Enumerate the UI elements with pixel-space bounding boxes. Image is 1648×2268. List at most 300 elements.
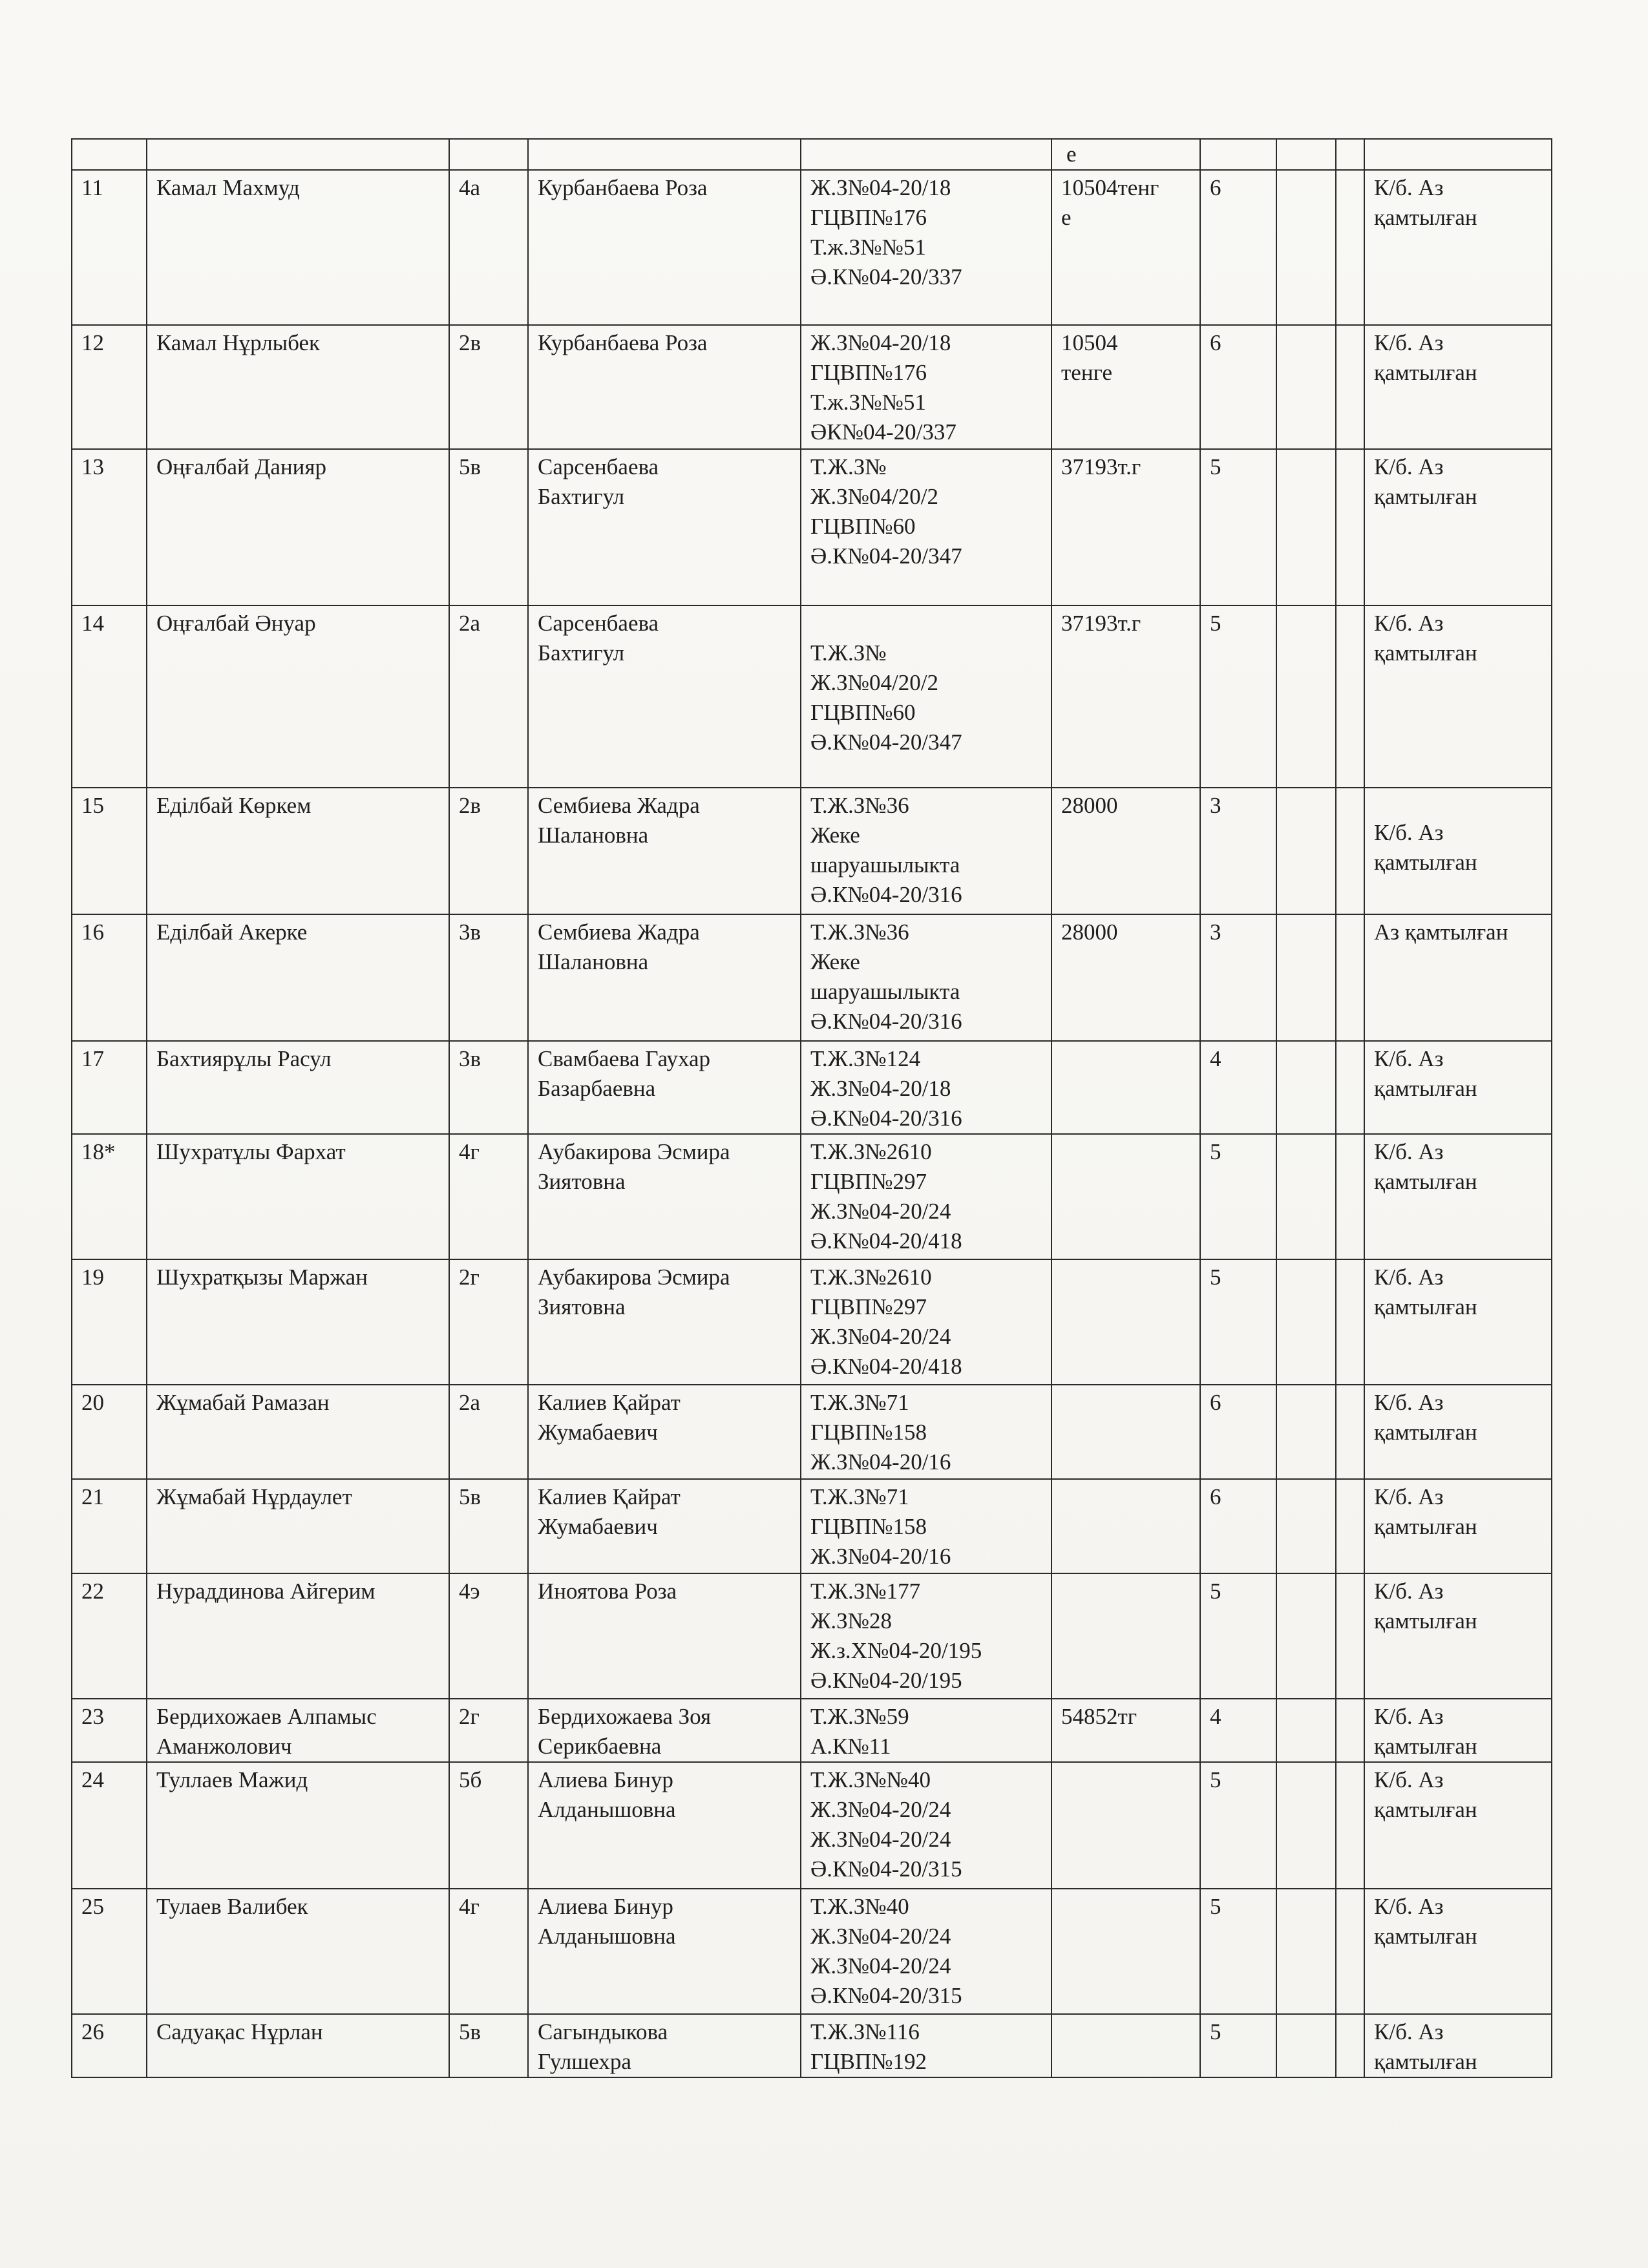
grade-cell: 4г bbox=[449, 1134, 528, 1259]
cell bbox=[528, 139, 801, 170]
guardian-name-line: Серикбаевна bbox=[538, 1734, 662, 1759]
family-members-cell: 5 bbox=[1200, 1259, 1276, 1385]
family-members-cell: 3 bbox=[1200, 788, 1276, 914]
empty-cell-cell bbox=[1276, 914, 1336, 1041]
grade-cell: 5в bbox=[449, 2014, 528, 2077]
student-name-cell bbox=[147, 170, 449, 325]
status-cell bbox=[1364, 605, 1552, 788]
documents-line: ГЦВП№176 bbox=[810, 205, 927, 230]
empty-cell-cell bbox=[1276, 1041, 1336, 1134]
status-line: К/б. Аз bbox=[1374, 1139, 1444, 1164]
table-row bbox=[72, 914, 1552, 1041]
empty-cell-cell bbox=[1336, 1385, 1364, 1479]
guardian-name-cell bbox=[528, 1134, 801, 1259]
empty-cell-cell bbox=[1336, 325, 1364, 449]
documents-line: Ә.К№04-20/347 bbox=[810, 543, 962, 569]
table-row bbox=[72, 605, 1552, 788]
guardian-name-line: Сарсенбаева bbox=[538, 454, 659, 479]
status-line: қамтылған bbox=[1374, 1420, 1477, 1445]
empty-cell-cell bbox=[1336, 2014, 1364, 2077]
student-name-line: Жұмабай Нұрдаулет bbox=[156, 1484, 352, 1509]
student-name-line: Еділбай Көркем bbox=[156, 793, 312, 818]
documents-line: ГЦВП№158 bbox=[810, 1420, 927, 1445]
status-cell bbox=[1364, 1041, 1552, 1134]
income-line bbox=[1061, 1044, 1193, 1074]
documents-cell bbox=[801, 1134, 1051, 1259]
status-cell bbox=[1364, 1259, 1552, 1385]
grade-cell: 4э bbox=[449, 1573, 528, 1699]
family-members-cell: 4 bbox=[1200, 1699, 1276, 1762]
income-line bbox=[1061, 1388, 1193, 1418]
row-number-cell: 12 bbox=[72, 325, 147, 449]
table-row bbox=[72, 1385, 1552, 1479]
grade-cell: 2а bbox=[449, 1385, 528, 1479]
cell bbox=[1336, 139, 1364, 170]
status-line: қамтылған bbox=[1374, 1734, 1477, 1759]
empty-cell-cell bbox=[1276, 1385, 1336, 1479]
income-cell bbox=[1051, 1134, 1200, 1259]
income-line: тенге bbox=[1061, 360, 1112, 385]
income-line: е bbox=[1061, 205, 1072, 230]
family-members-cell: 6 bbox=[1200, 1385, 1276, 1479]
documents-cell bbox=[801, 788, 1051, 914]
status-line: қамтылған bbox=[1374, 2049, 1477, 2074]
status-cell bbox=[1364, 1385, 1552, 1479]
family-members-cell: 5 bbox=[1200, 605, 1276, 788]
family-members-cell: 5 bbox=[1200, 1134, 1276, 1259]
documents-line: Ә.К№04-20/316 bbox=[810, 1106, 962, 1131]
income-line bbox=[1061, 1892, 1193, 1922]
guardian-name-cell bbox=[528, 605, 801, 788]
documents-line: Ә.К№04-20/418 bbox=[810, 1228, 962, 1254]
documents-line: Ж.З№04-20/18 bbox=[810, 1076, 951, 1101]
table-body bbox=[72, 139, 1552, 2077]
income-line bbox=[1061, 1765, 1193, 1795]
documents-line: Ә.К№04-20/418 bbox=[810, 1354, 962, 1379]
family-members-cell: 5 bbox=[1200, 1762, 1276, 1889]
documents-line: ГЦВП№60 bbox=[810, 514, 916, 539]
empty-cell-cell bbox=[1336, 605, 1364, 788]
status-line: Аз қамтылған bbox=[1374, 919, 1508, 945]
grade-cell: 5в bbox=[449, 449, 528, 605]
documents-line: Т.Ж.З№36 bbox=[810, 793, 909, 818]
documents-line: ГЦВП№297 bbox=[810, 1294, 927, 1319]
family-members-cell: 3 bbox=[1200, 914, 1276, 1041]
documents-line: ГЦВП№297 bbox=[810, 1169, 927, 1194]
cell bbox=[72, 139, 147, 170]
income-cell bbox=[1051, 1699, 1200, 1762]
income-line: 28000 bbox=[1061, 793, 1118, 818]
documents-line: ГЦВП№192 bbox=[810, 2049, 927, 2074]
student-name-cell bbox=[147, 605, 449, 788]
status-line: қамтылған bbox=[1374, 1924, 1477, 1949]
documents-line: Ә.К№04-20/316 bbox=[810, 1009, 962, 1034]
income-line bbox=[1061, 1263, 1193, 1292]
student-name-line: Садуақас Нұрлан bbox=[156, 2019, 323, 2044]
documents-line: Т.Ж.З№177 bbox=[810, 1579, 921, 1604]
guardian-name-line: Базарбаевна bbox=[538, 1076, 656, 1101]
income-line: 37193т.г bbox=[1061, 611, 1141, 636]
documents-line: А.К№11 bbox=[810, 1734, 891, 1759]
status-line: К/б. Аз bbox=[1374, 175, 1444, 200]
grade-cell: 3в bbox=[449, 914, 528, 1041]
status-cell bbox=[1364, 1889, 1552, 2014]
documents-line: Ж.З№04-20/24 bbox=[810, 1797, 951, 1822]
student-name-line: Шухратұлы Фархат bbox=[156, 1139, 346, 1164]
row-number-cell: 17 bbox=[72, 1041, 147, 1134]
family-members-cell: 6 bbox=[1200, 1479, 1276, 1573]
income-cell bbox=[1051, 605, 1200, 788]
documents-line: Ж.З№04-20/16 bbox=[810, 1449, 951, 1475]
table-row-continuation bbox=[72, 139, 1552, 170]
status-line: қамтылған bbox=[1374, 1797, 1477, 1822]
empty-cell-cell bbox=[1276, 2014, 1336, 2077]
documents-line: Жеке bbox=[810, 949, 860, 974]
documents-line: ГЦВП№60 bbox=[810, 700, 916, 725]
empty-cell-cell bbox=[1336, 914, 1364, 1041]
cell bbox=[1276, 139, 1336, 170]
status-cell bbox=[1364, 170, 1552, 325]
documents-line: Т.Ж.З№2610 bbox=[810, 1139, 932, 1164]
row-number-cell: 13 bbox=[72, 449, 147, 605]
empty-cell-cell bbox=[1336, 1134, 1364, 1259]
status-line: К/б. Аз bbox=[1374, 1046, 1444, 1071]
empty-cell-cell bbox=[1276, 1573, 1336, 1699]
documents-line: Т.Ж.З№ bbox=[810, 454, 887, 479]
table-row bbox=[72, 1041, 1552, 1134]
documents-line: Ж.З№28 bbox=[810, 1608, 893, 1633]
status-line: К/б. Аз bbox=[1374, 611, 1444, 636]
status-line: қамтылған bbox=[1374, 360, 1477, 385]
student-name-line: Тулаев Валибек bbox=[156, 1894, 308, 1919]
documents-cell bbox=[801, 1699, 1051, 1762]
grade-cell: 3в bbox=[449, 1041, 528, 1134]
table-row bbox=[72, 170, 1552, 325]
documents-cell bbox=[801, 2014, 1051, 2077]
guardian-name-cell bbox=[528, 1041, 801, 1134]
status-line: К/б. Аз bbox=[1374, 454, 1444, 479]
status-cell bbox=[1364, 1134, 1552, 1259]
grade-cell: 5в bbox=[449, 1479, 528, 1573]
documents-line: шаруашылыкта bbox=[810, 852, 960, 877]
documents-cell bbox=[801, 914, 1051, 1041]
guardian-name-cell bbox=[528, 1479, 801, 1573]
guardian-name-cell bbox=[528, 2014, 801, 2077]
guardian-name-cell bbox=[528, 170, 801, 325]
documents-line: Ж.З№04-20/18 bbox=[810, 330, 951, 355]
empty-cell-cell bbox=[1276, 1259, 1336, 1385]
income-cell bbox=[1051, 788, 1200, 914]
income-cell bbox=[1051, 1762, 1200, 1889]
table-row bbox=[72, 2014, 1552, 2077]
documents-line: Т.Ж.З№36 bbox=[810, 919, 909, 945]
income-line bbox=[1061, 1577, 1193, 1606]
documents-line: Т.ж.З№№51 bbox=[810, 390, 926, 415]
guardian-name-line: Алиева Бинур bbox=[538, 1894, 673, 1919]
empty-cell-cell bbox=[1336, 1889, 1364, 2014]
documents-cell bbox=[801, 605, 1051, 788]
guardian-name-cell bbox=[528, 1573, 801, 1699]
grade-cell: 4а bbox=[449, 170, 528, 325]
status-cell bbox=[1364, 788, 1552, 914]
empty-cell-cell bbox=[1276, 1762, 1336, 1889]
status-line: К/б. Аз bbox=[1374, 1704, 1444, 1729]
guardian-name-cell bbox=[528, 914, 801, 1041]
documents-cell bbox=[801, 325, 1051, 449]
status-line: қамтылған bbox=[1374, 640, 1477, 666]
empty-cell-cell bbox=[1336, 1259, 1364, 1385]
status-cell bbox=[1364, 325, 1552, 449]
table-row bbox=[72, 788, 1552, 914]
documents-line: Жеке bbox=[810, 823, 860, 848]
cell bbox=[449, 139, 528, 170]
income-cell bbox=[1051, 170, 1200, 325]
guardian-name-line: Гулшехра bbox=[538, 2049, 631, 2074]
empty-cell-cell bbox=[1276, 449, 1336, 605]
status-cell bbox=[1364, 1762, 1552, 1889]
documents-line: шаруашылыкта bbox=[810, 979, 960, 1004]
empty-cell-cell bbox=[1276, 788, 1336, 914]
family-members-cell: 4 bbox=[1200, 1041, 1276, 1134]
grade-cell: 2в bbox=[449, 325, 528, 449]
documents-line: Ж.З№04-20/16 bbox=[810, 1544, 951, 1569]
guardian-name-line: Иноятова Роза bbox=[538, 1579, 677, 1604]
status-line: қамтылған bbox=[1374, 484, 1477, 509]
empty-cell-cell bbox=[1336, 1762, 1364, 1889]
student-name-line: Нураддинова Айгерим bbox=[156, 1579, 375, 1604]
documents-line: Т.Ж.З№124 bbox=[810, 1046, 921, 1071]
documents-line: Ә.К№04-20/316 bbox=[810, 882, 962, 907]
student-name-line: Оңғалбай Әнуар bbox=[156, 611, 316, 636]
guardian-name-line: Шалановна bbox=[538, 823, 649, 848]
status-line: қамтылған bbox=[1374, 1608, 1477, 1633]
student-name-line: Туллаев Мажид bbox=[156, 1767, 308, 1792]
table-row bbox=[72, 1699, 1552, 1762]
table-row bbox=[72, 1259, 1552, 1385]
student-name-line: Оңғалбай Данияр bbox=[156, 454, 326, 479]
documents-line: Т.Ж.З№№40 bbox=[810, 1767, 931, 1792]
table-row bbox=[72, 1479, 1552, 1573]
status-cell bbox=[1364, 449, 1552, 605]
table-row bbox=[72, 449, 1552, 605]
documents-line: Ж.З№04-20/24 bbox=[810, 1324, 951, 1349]
row-number-cell: 21 bbox=[72, 1479, 147, 1573]
income-cell: е bbox=[1051, 139, 1200, 170]
guardian-name-line: Аубакирова Эсмира bbox=[538, 1139, 730, 1164]
guardian-name-line: Жумабаевич bbox=[538, 1514, 658, 1539]
row-number-cell: 19 bbox=[72, 1259, 147, 1385]
income-cell bbox=[1051, 1479, 1200, 1573]
documents-cell bbox=[801, 170, 1051, 325]
income-cell bbox=[1051, 325, 1200, 449]
documents-line: Т.Ж.З№2610 bbox=[810, 1265, 932, 1290]
row-number-cell: 16 bbox=[72, 914, 147, 1041]
cell bbox=[801, 139, 1051, 170]
documents-line: Ә.К№04-20/337 bbox=[810, 264, 962, 289]
status-line: қамтылған bbox=[1374, 1514, 1477, 1539]
family-members-cell: 5 bbox=[1200, 449, 1276, 605]
grade-cell: 2а bbox=[449, 605, 528, 788]
empty-cell-cell bbox=[1276, 605, 1336, 788]
student-name-line: Шухратқызы Маржан bbox=[156, 1265, 368, 1290]
documents-line: Ж.З№04-20/24 bbox=[810, 1827, 951, 1852]
guardian-name-line: Калиев Қайрат bbox=[538, 1484, 681, 1509]
documents-line: Ж.З№04-20/18 bbox=[810, 175, 951, 200]
student-name-cell bbox=[147, 1889, 449, 2014]
documents-line: Т.ж.З№№51 bbox=[810, 235, 926, 260]
grade-cell: 2г bbox=[449, 1259, 528, 1385]
documents-cell bbox=[801, 1259, 1051, 1385]
documents-line: Ә.К№04-20/195 bbox=[810, 1668, 962, 1693]
status-line: К/б. Аз bbox=[1374, 2019, 1444, 2044]
student-name-cell bbox=[147, 449, 449, 605]
documents-line: Ж.З№04-20/24 bbox=[810, 1924, 951, 1949]
status-line: қамтылған bbox=[1374, 205, 1477, 230]
status-cell bbox=[1364, 2014, 1552, 2077]
income-line: 10504тенг bbox=[1061, 175, 1159, 200]
status-cell bbox=[1364, 1573, 1552, 1699]
documents-line: Т.Ж.З№59 bbox=[810, 1704, 909, 1729]
guardian-name-cell bbox=[528, 449, 801, 605]
cell bbox=[1364, 139, 1552, 170]
cell bbox=[1200, 139, 1276, 170]
empty-cell-cell bbox=[1336, 1573, 1364, 1699]
student-name-line: Камал Махмуд bbox=[156, 175, 300, 200]
empty-cell-cell bbox=[1336, 788, 1364, 914]
table-row bbox=[72, 1134, 1552, 1259]
documents-line: ГЦВП№176 bbox=[810, 360, 927, 385]
status-line: К/б. Аз bbox=[1374, 820, 1444, 845]
guardian-name-cell bbox=[528, 325, 801, 449]
guardian-name-cell bbox=[528, 1699, 801, 1762]
guardian-name-line: Свамбаева Гаухар bbox=[538, 1046, 711, 1071]
student-name-line: Еділбай Акерке bbox=[156, 919, 308, 945]
row-number-cell: 18* bbox=[72, 1134, 147, 1259]
cell bbox=[147, 139, 449, 170]
guardian-name-line: Сарсенбаева bbox=[538, 611, 659, 636]
documents-line: Т.Ж.З№40 bbox=[810, 1894, 909, 1919]
student-name-cell bbox=[147, 1041, 449, 1134]
guardian-name-line: Сембиева Жадра bbox=[538, 793, 700, 818]
guardian-name-line: Зиятовна bbox=[538, 1294, 626, 1319]
table-row bbox=[72, 1762, 1552, 1889]
student-name-line: Бахтиярұлы Расул bbox=[156, 1046, 332, 1071]
guardian-name-line: Курбанбаева Роза bbox=[538, 175, 708, 200]
documents-line: Т.Ж.З№116 bbox=[810, 2019, 920, 2044]
documents-line: Ә.К№04-20/315 bbox=[810, 1983, 962, 2008]
student-name-cell bbox=[147, 1259, 449, 1385]
income-line bbox=[1061, 2017, 1193, 2047]
student-name-cell bbox=[147, 1385, 449, 1479]
documents-line: Ә.К№04-20/315 bbox=[810, 1856, 962, 1882]
documents-cell bbox=[801, 1385, 1051, 1479]
family-members-cell: 5 bbox=[1200, 1889, 1276, 2014]
income-cell bbox=[1051, 914, 1200, 1041]
grade-cell: 2г bbox=[449, 1699, 528, 1762]
guardian-name-line: Жумабаевич bbox=[538, 1420, 658, 1445]
income-line bbox=[1061, 1482, 1193, 1512]
empty-cell-cell bbox=[1336, 1479, 1364, 1573]
row-number-cell: 22 bbox=[72, 1573, 147, 1699]
empty-cell-cell bbox=[1336, 1041, 1364, 1134]
row-number-cell: 14 bbox=[72, 605, 147, 788]
student-name-cell bbox=[147, 788, 449, 914]
documents-line: Ж.З№04/20/2 bbox=[810, 670, 938, 695]
empty-cell-cell bbox=[1336, 449, 1364, 605]
documents-line: Т.Ж.З№71 bbox=[810, 1390, 909, 1415]
guardian-name-line: Алданышовна bbox=[538, 1797, 676, 1822]
documents-line: Ж.З№04-20/24 bbox=[810, 1953, 951, 1979]
row-number-cell: 11 bbox=[72, 170, 147, 325]
status-cell bbox=[1364, 1479, 1552, 1573]
income-cell bbox=[1051, 1573, 1200, 1699]
grade-cell: 2в bbox=[449, 788, 528, 914]
income-line: 28000 bbox=[1061, 919, 1118, 945]
guardian-name-cell bbox=[528, 1889, 801, 2014]
status-line: қамтылған bbox=[1374, 1076, 1477, 1101]
row-number-cell: 23 bbox=[72, 1699, 147, 1762]
guardian-name-cell bbox=[528, 1762, 801, 1889]
income-cell bbox=[1051, 2014, 1200, 2077]
documents-line bbox=[810, 609, 1044, 638]
family-members-cell: 6 bbox=[1200, 170, 1276, 325]
guardian-name-line: Сагындыкова bbox=[538, 2019, 668, 2044]
documents-line: Т.Ж.З№ bbox=[810, 640, 887, 666]
guardian-name-line: Зиятовна bbox=[538, 1169, 626, 1194]
row-number-cell: 25 bbox=[72, 1889, 147, 2014]
guardian-name-line: Бахтигул bbox=[538, 484, 625, 509]
guardian-name-cell bbox=[528, 1385, 801, 1479]
guardian-name-line: Алиева Бинур bbox=[538, 1767, 673, 1792]
status-line: К/б. Аз bbox=[1374, 1579, 1444, 1604]
documents-cell bbox=[801, 1479, 1051, 1573]
documents-cell bbox=[801, 1041, 1051, 1134]
grade-cell: 4г bbox=[449, 1889, 528, 2014]
table-row bbox=[72, 325, 1552, 449]
guardian-name-line: Шалановна bbox=[538, 949, 649, 974]
empty-cell-cell bbox=[1276, 1889, 1336, 2014]
empty-cell-cell bbox=[1276, 1134, 1336, 1259]
income-cell bbox=[1051, 449, 1200, 605]
income-line: 37193т.г bbox=[1061, 454, 1141, 479]
student-name-cell bbox=[147, 1573, 449, 1699]
income-line: 10504 bbox=[1061, 330, 1118, 355]
table-row bbox=[72, 1889, 1552, 2014]
table-row bbox=[72, 1573, 1552, 1699]
student-name-cell bbox=[147, 914, 449, 1041]
guardian-name-line: Алданышовна bbox=[538, 1924, 676, 1949]
documents-line: Ж.З№04-20/24 bbox=[810, 1199, 951, 1224]
student-name-line: Жұмабай Рамазан bbox=[156, 1390, 330, 1415]
guardian-name-line: Сембиева Жадра bbox=[538, 919, 700, 945]
status-line: К/б. Аз bbox=[1374, 1484, 1444, 1509]
status-cell bbox=[1364, 1699, 1552, 1762]
income-cell bbox=[1051, 1385, 1200, 1479]
documents-line: Т.Ж.З№71 bbox=[810, 1484, 909, 1509]
empty-cell-cell bbox=[1276, 325, 1336, 449]
status-cell bbox=[1364, 914, 1552, 1041]
documents-line: Ж.З№04/20/2 bbox=[810, 484, 938, 509]
family-members-cell: 5 bbox=[1200, 1573, 1276, 1699]
income-line: 54852тг bbox=[1061, 1704, 1137, 1729]
income-line bbox=[1061, 1137, 1193, 1167]
empty-cell-cell bbox=[1336, 170, 1364, 325]
student-name-line: Камал Нұрлыбек bbox=[156, 330, 321, 355]
family-members-cell: 5 bbox=[1200, 2014, 1276, 2077]
income-cell bbox=[1051, 1889, 1200, 2014]
documents-cell bbox=[801, 449, 1051, 605]
student-name-cell bbox=[147, 2014, 449, 2077]
